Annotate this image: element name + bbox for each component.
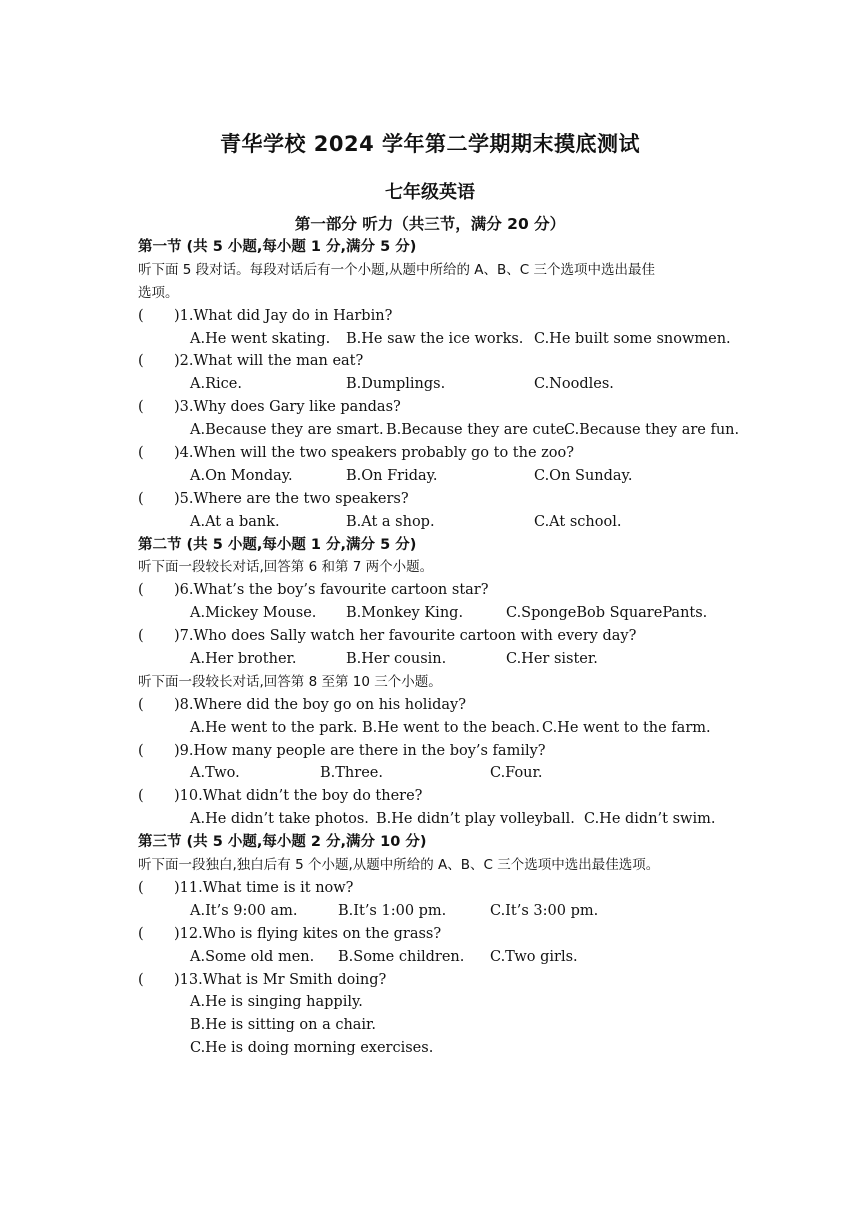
option-a: A.Because they are smart. [190, 422, 384, 439]
part-heading: 第一部分 听力（共三节，满分 20 分） [294, 215, 566, 233]
question-text: )10.What didn’t the boy do there? [174, 788, 423, 805]
answer-bracket: ( [138, 971, 144, 988]
option-b: B.He went to the beach. [362, 719, 540, 736]
option-b: B.He is sitting on a chair. [190, 1017, 377, 1034]
option-b: B.It’s 1:00 pm. [338, 902, 447, 919]
option-b: B.Her cousin. [346, 651, 447, 668]
option-b: B.He didn’t play volleyball. [376, 811, 575, 828]
question-text: )7.Who does Sally watch her favourite cartoon with every day? [174, 628, 637, 645]
answer-options [138, 373, 738, 396]
question-text: )3.Why does Gary like pandas? [174, 399, 401, 416]
answer-options [138, 762, 738, 785]
answer-bracket: ( [138, 582, 144, 599]
question-stem [138, 694, 738, 717]
answer-bracket: ( [138, 742, 144, 759]
answer-options [138, 717, 738, 740]
question-stem [138, 579, 738, 602]
question-stem [138, 442, 738, 465]
answer-bracket: ( [138, 628, 144, 645]
section-heading: 第二节 (共 5 小题,每小题 1 分,满分 5 分) [138, 536, 417, 553]
option-b: B.On Friday. [346, 467, 438, 484]
option-a: A.On Monday. [190, 467, 293, 484]
question-stem [138, 625, 738, 648]
answer-options [138, 648, 738, 671]
option-c: C.He is doing morning exercises. [190, 1040, 434, 1057]
section-instruction: 听下面一段较长对话,回答第 6 和第 7 两个小题。 [138, 559, 434, 576]
option-a: A.He didn’t take photos. [190, 811, 369, 828]
section-heading: 第一节 (共 5 小题,每小题 1 分,满分 5 分) [138, 239, 417, 255]
section-instruction: 听下面一段独白,独白后有 5 个小题,从题中所给的 A、B、C 三个选项中选出最佳选项。 [138, 857, 660, 874]
answer-bracket: ( [138, 696, 144, 713]
option-a: A.It’s 9:00 am. [190, 902, 298, 919]
question-stem [138, 350, 738, 373]
section-instruction: 听下面一段较长对话,回答第 8 至第 10 三个小题。 [138, 673, 442, 690]
exam-body [138, 236, 738, 1060]
question-stem [138, 877, 738, 900]
option-c: C.Her sister. [506, 651, 598, 668]
question-text: )1.What did Jay do in Harbin? [174, 307, 393, 324]
answer-bracket: ( [138, 925, 144, 942]
exam-subtitle: 七年级英语 [385, 182, 475, 203]
option-b: B.Some children. [338, 948, 465, 965]
answer-bracket: ( [138, 399, 144, 416]
option-a: A.Mickey Mouse. [190, 605, 317, 622]
answer-bracket: ( [138, 307, 144, 324]
answer-bracket: ( [138, 353, 144, 370]
section-instruction: 选项。 [138, 284, 179, 301]
section-heading: 第三节 (共 5 小题,每小题 2 分,满分 10 分) [138, 834, 427, 851]
option-c: C.SpongeBob SquarePants. [506, 605, 708, 622]
answer-bracket: ( [138, 445, 144, 462]
question-stem [138, 785, 738, 808]
option-c: C.He didn’t swim. [584, 811, 716, 828]
option-b: B.Three. [320, 765, 383, 782]
answer-options [138, 328, 738, 351]
question-stem [138, 740, 738, 763]
option-c: C.It’s 3:00 pm. [490, 902, 599, 919]
question-text: )2.What will the man eat? [174, 353, 364, 370]
question-text: )12.Who is flying kites on the grass? [174, 925, 442, 942]
answer-options [138, 602, 738, 625]
question-text: )6.What’s the boy’s favourite cartoon star? [174, 582, 489, 599]
option-c: C.Two girls. [490, 948, 578, 965]
answer-bracket: ( [138, 879, 144, 896]
option-b: B.Dumplings. [346, 376, 446, 393]
answer-options [138, 900, 738, 923]
question-text: )8.Where did the boy go on his holiday? [174, 696, 466, 713]
option-c: C.Noodles. [534, 376, 614, 393]
section-instruction: 听下面 5 段对话。每段对话后有一个小题,从题中所给的 A、B、C 三个选项中选出最佳 [138, 261, 655, 278]
answer-options [138, 465, 738, 488]
option-c: C.On Sunday. [534, 467, 633, 484]
option-b: B.Monkey King. [346, 605, 464, 622]
option-a: A.Rice. [190, 376, 242, 393]
option-a: A.He is singing happily. [190, 994, 363, 1011]
answer-options [138, 808, 738, 831]
option-b: B.He saw the ice works. [346, 330, 524, 347]
question-text: )5.Where are the two speakers? [174, 490, 409, 507]
option-a: A.Some old men. [190, 948, 315, 965]
option-a: A.Two. [190, 765, 240, 782]
option-a: A.He went skating. [190, 330, 331, 347]
answer-options [138, 511, 738, 534]
option-c: C.At school. [534, 513, 622, 530]
option-c: C.Four. [490, 765, 543, 782]
option-c: C.He went to the farm. [542, 719, 711, 736]
answer-bracket: ( [138, 490, 144, 507]
option-b: B.Because they are cute. [386, 422, 570, 439]
question-text: )9.How many people are there in the boy’s family? [174, 742, 546, 759]
question-text: )4.When will the two speakers probably go to the zoo? [174, 445, 575, 462]
question-stem [138, 305, 738, 328]
question-text: )11.What time is it now? [174, 879, 354, 896]
answer-bracket: ( [138, 788, 144, 805]
question-stem [138, 923, 738, 946]
option-c: C.Because they are fun. [564, 422, 740, 439]
question-text: )13.What is Mr Smith doing? [174, 971, 387, 988]
question-stem [138, 488, 738, 511]
exam-title: 青华学校 2024 学年第二学期期末摸底测试 [219, 132, 641, 156]
option-c: C.He built some snowmen. [534, 330, 731, 347]
option-a: A.Her brother. [190, 651, 297, 668]
answer-options [138, 946, 738, 969]
answer-options [138, 419, 738, 442]
option-a: A.He went to the park. [190, 719, 358, 736]
question-stem [138, 396, 738, 419]
question-stem [138, 969, 738, 992]
option-a: A.At a bank. [190, 513, 280, 530]
option-b: B.At a shop. [346, 513, 435, 530]
